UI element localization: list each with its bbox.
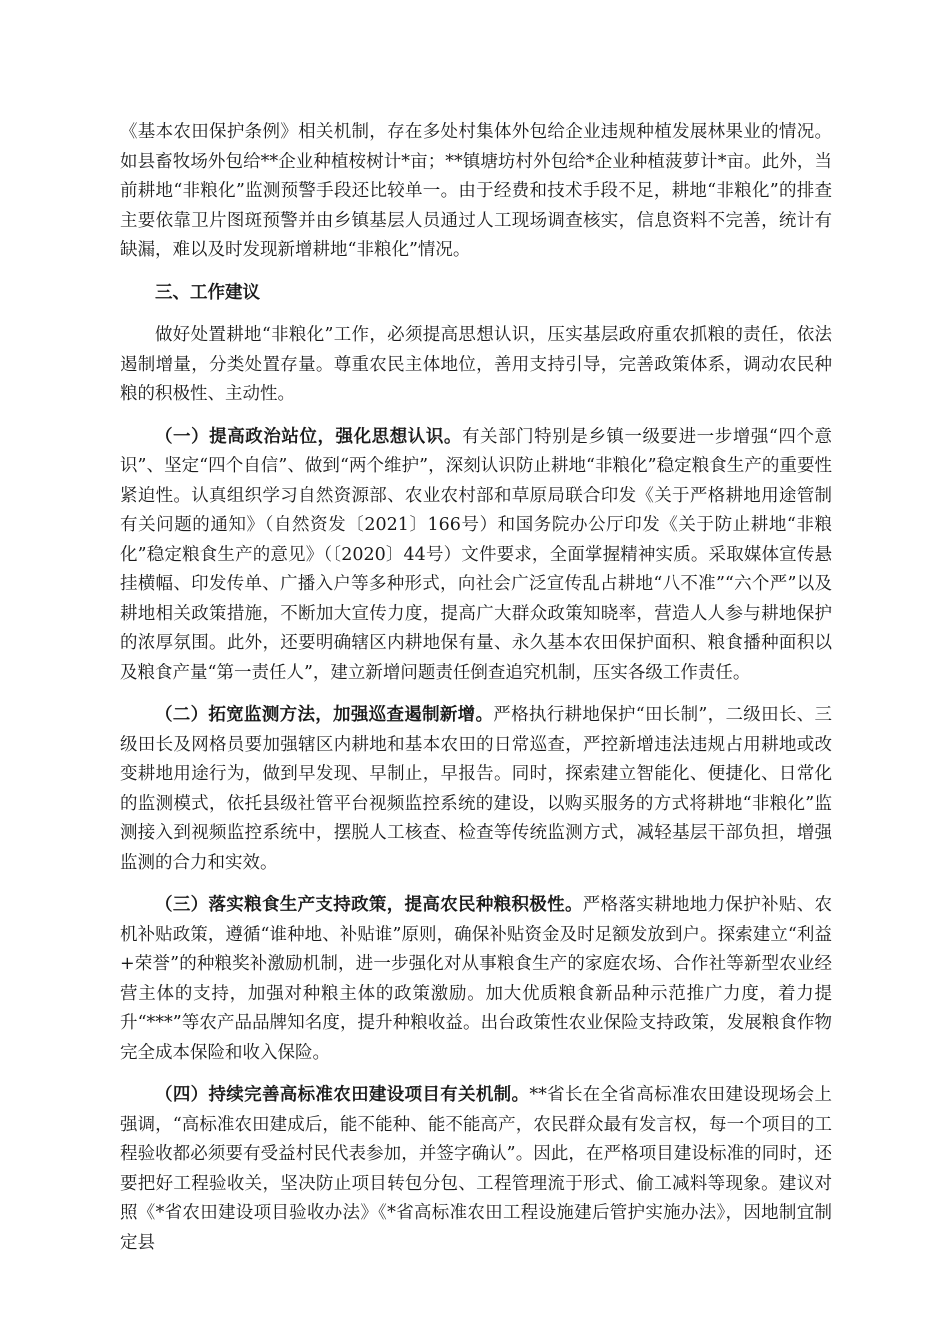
- suggestion-item-2-body: 严格执行耕地保护“田长制”，二级田长、三级田长及网格员要加强辖区内耕地和基本农田的日常巡查，严控新增违法违规占用耕地或改变耕地用途行为，做到早发现、早制止，早报告。同时，探索建立智能化、便捷化、日常化的监测模式，依托县级社管平台视频监控系统的建设，以购买服务的方式将耕地“非粮化”监测接入到视频监控系统中，摆脱人工核查、检查等传统监测方式，减轻基层干部负担，增强监测的合力和实效。: [120, 705, 832, 873]
- suggestion-item-4-body: **省长在全省高标准农田建设现场会上强调，“高标准农田建成后，能不能种、能不能高产，农民群众最有发言权，每一个项目的工程验收都必须要有受益村民代表参加，并签字确认”。因此，在严格项目建设标准的同时，还要把好工程验收关，坚决防止项目转包分包、工程管理流于形式、偷工减料等现象。建议对照《*省农田建设项目验收办法》《*省高标准农田工程设施建后管护实施办法》，因地制宜制定县: [120, 1085, 833, 1253]
- suggestion-item-2-lead: （二）拓宽监测方法，加强巡查遏制新增。: [155, 705, 494, 725]
- suggestion-item-3-body: 严格落实耕地地力保护补贴、农机补贴政策，遵循“谁种地、补贴谁”原则，确保补贴资金及时足额发放到户。探索建立“利益+荣誉”的种粮奖补激励机制，进一步强化对从事粮食生产的家庭农场、合作社等新型农业经营主体的支持，加强对种粮主体的政策激励。加大优质粮食新品种示范推广力度，着力提升“***”等农产品品牌知名度，提升种粮收益。出台政策性农业保险支持政策，发展粮食作物完全成本保险和收入保险。: [120, 895, 833, 1063]
- suggestion-item-2: [120, 701, 832, 878]
- intro-paragraph: 做好处置耕地“非粮化”工作，必须提高思想认识，压实基层政府重农抓粮的责任，依法遏制增量，分类处置存量。尊重农民主体地位，善用支持引导，完善政策体系，调动农民种粮的积极性、主动性。: [120, 325, 832, 404]
- suggestion-item-1: [120, 423, 832, 689]
- document-body: [120, 118, 832, 1271]
- suggestion-item-4: [120, 1081, 832, 1258]
- suggestion-item-3: [120, 891, 832, 1068]
- section-heading: 三、工作建议: [155, 282, 260, 303]
- continuation-paragraph: 《基本农田保护条例》相关机制，存在多处村集体外包给企业违规种植发展林果业的情况。如县畜牧场外包给**企业种植桉树计*亩；**镇塘坊村外包给*企业种植菠萝计*亩。此外，当前耕地“非粮化”监测预警手段还比较单一。由于经费和技术手段不足，耕地“非粮化”的排查主要依靠卫片图斑预警并由乡镇基层人员通过人工现场调查核实，信息资料不完善，统计有缺漏，难以及时发现新增耕地“非粮化”情况。: [120, 122, 832, 260]
- suggestion-item-4-lead: （四）持续完善高标准农田建设项目有关机制。: [155, 1085, 530, 1105]
- suggestion-item-1-lead: （一）提高政治站位，强化思想认识。: [155, 426, 462, 447]
- suggestion-item-3-lead: （三）落实粮食生产支持政策，提高农民种粮积极性。: [155, 895, 583, 915]
- suggestion-item-1-body: 有关部门特别是乡镇一级要进一步增强“四个意识”、坚定“四个自信”、做到“两个维护”，深刻认识防止耕地“非粮化”稳定粮食生产的重要性紧迫性。认真组织学习自然资源部、农业农村部和草原局联合印发《关于严格耕地用途管制有关问题的通知》（自然资发〔2021〕166号）和国务院办公厅印发《关于防止耕地“非粮化”稳定粮食生产的意见》（〔2020〕44号）文件要求，全面掌握精神实质。采取媒体宣传悬挂横幅、印发传单、广播入户等多种形式，向社会广泛宣传乱占耕地“八不准”“六个严”以及耕地相关政策措施，不断加大宣传力度，提高广大群众政策知晓率，营造人人参与耕地保护的浓厚氛围。此外，还要明确辖区内耕地保有量、永久基本农田保护面积、粮食播种面积以及粮食产量“第一责任人”，建立新增问题责任倒查追究机制，压实各级工作责任。: [120, 426, 833, 683]
